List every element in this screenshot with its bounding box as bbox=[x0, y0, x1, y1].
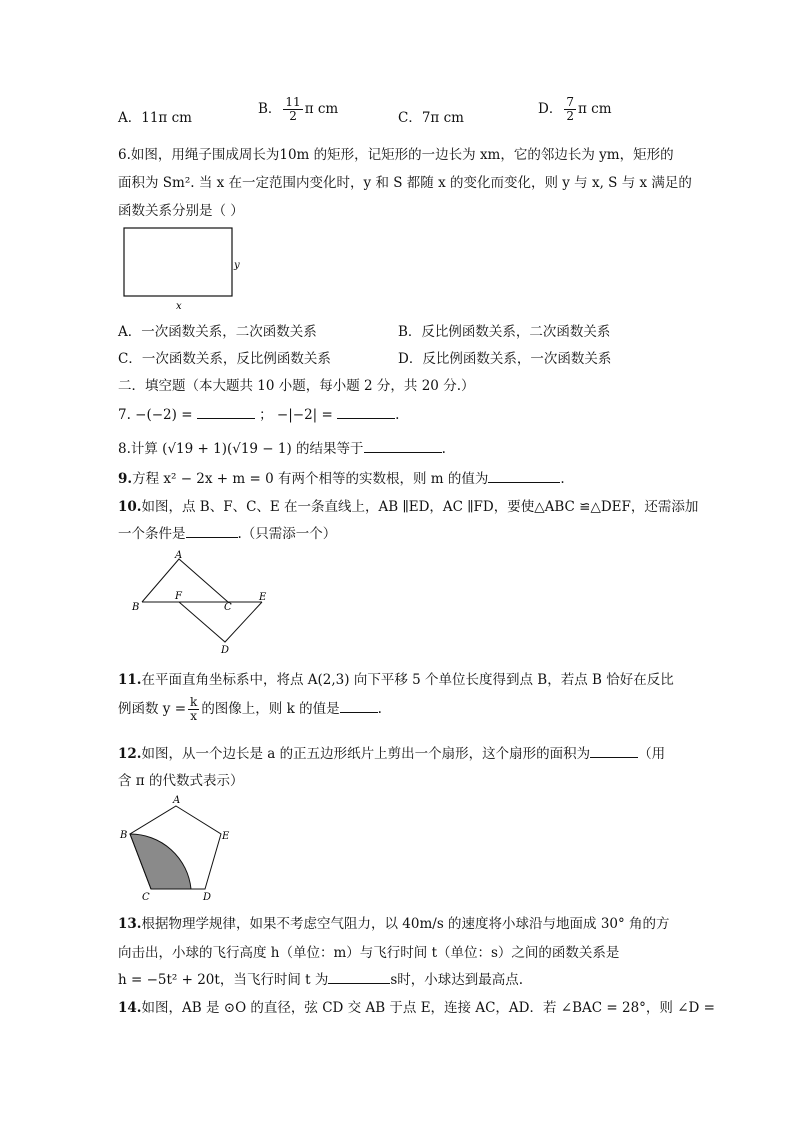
rect-label-y: y bbox=[234, 260, 240, 271]
label-d: D bbox=[221, 645, 230, 654]
q8: 8.计算 (√19 + 1)(√19 − 1) 的结果等于 . bbox=[118, 441, 446, 457]
rect-label-x: x bbox=[176, 301, 182, 312]
label-e: E bbox=[222, 831, 230, 842]
q9: 9.方程 x² − 2x + m = 0 有两个相等的实数根，则 m 的值为 . bbox=[118, 471, 565, 487]
q14-line1: 14.如图，AB 是 ⊙O 的直径，弦 CD 交 AB 于点 E，连接 AC，AD．若 ∠BAC = 28°，则 ∠D = bbox=[118, 1000, 715, 1016]
label-a: A bbox=[175, 550, 183, 561]
label-c: C bbox=[224, 602, 232, 613]
label-b: B bbox=[132, 602, 140, 613]
q13-line1: 13.根据物理学规律，如果不考虑空气阻力，以 40m/s 的速度将小球沿与地面成 30° 角的方 bbox=[118, 916, 670, 932]
label-a: A bbox=[173, 795, 181, 806]
q12-line1: 12.如图，从一个边长是 a 的正五边形纸片上剪出一个扇形，这个扇形的面积为 （用 bbox=[118, 746, 666, 762]
q6-line3: 函数关系分别是（ ） bbox=[118, 203, 244, 219]
q10-line2: 一个条件是 .（只需添一个） bbox=[118, 526, 337, 542]
q11-line2: 例函数 y = $\frac{k}{x}$ 的图像上，则 k 的值是 . bbox=[118, 695, 382, 723]
q6-option-b: B．反比例函数关系，二次函数关系 bbox=[398, 324, 611, 340]
label-b: B bbox=[120, 830, 128, 841]
label-d: D bbox=[203, 892, 212, 902]
q11-line1: 11.在平面直角坐标系中，将点 A(2,3) 向下平移 5 个单位长度得到点 B，若点 B 恰好在反比 bbox=[118, 672, 674, 688]
rectangle-shape bbox=[124, 228, 232, 296]
pentagon-figure bbox=[116, 794, 236, 902]
q6-option-a: A．一次函数关系，二次函数关系 bbox=[118, 324, 317, 340]
q6-line1: 6.如图，用绳子围成周长为10m 的矩形，记矩形的一边长为 xm，它的邻边长为 ym，矩形的 bbox=[118, 147, 674, 163]
shaded-sector bbox=[130, 834, 191, 889]
q5-option-c: C．7π cm bbox=[398, 110, 464, 126]
triangle-abc bbox=[142, 559, 228, 602]
q6-line2: 面积为 Sm². 当 x 在一定范围内变化时，y 和 S 都随 x 的变化而变化，则 y 与 x, S 与 x 满足的 bbox=[118, 175, 692, 191]
q6-option-c: C．一次函数关系，反比例函数关系 bbox=[118, 351, 331, 367]
q7: 7. −(−2) = ； −|−2| = . bbox=[118, 407, 400, 423]
q6-option-d: D．反比例函数关系，一次函数关系 bbox=[398, 351, 612, 367]
q12-line2: 含 π 的代数式表示） bbox=[118, 773, 244, 789]
q13-line3: h = −5t² + 20t，当飞行时间 t 为 s时，小球达到最高点. bbox=[118, 972, 524, 988]
triangles-figure bbox=[128, 548, 278, 654]
label-e: E bbox=[259, 592, 267, 603]
q5-option-d: D． $\frac{7}{2}$ π cm bbox=[538, 95, 612, 123]
q10-line1: 10.如图，点 B、F、C、E 在一条直线上，AB ∥ED，AC ∥FD，要使△ABC ≌△DEF，还需添加 bbox=[118, 499, 699, 515]
q5-option-b: B． $\frac{11}{2}$ π cm bbox=[258, 95, 339, 123]
q5-option-a: A．11π cm bbox=[118, 110, 192, 126]
section-heading: 二．填空题（本大题共 10 小题，每小题 2 分，共 20 分.） bbox=[118, 378, 475, 394]
triangle-def bbox=[179, 602, 262, 642]
label-c: C bbox=[142, 892, 150, 902]
label-f: F bbox=[175, 591, 182, 602]
q13-line2: 向击出，小球的飞行高度 h（单位：m）与飞行时间 t（单位：s）之间的函数关系是 bbox=[118, 945, 620, 961]
rectangle-figure bbox=[118, 222, 258, 314]
